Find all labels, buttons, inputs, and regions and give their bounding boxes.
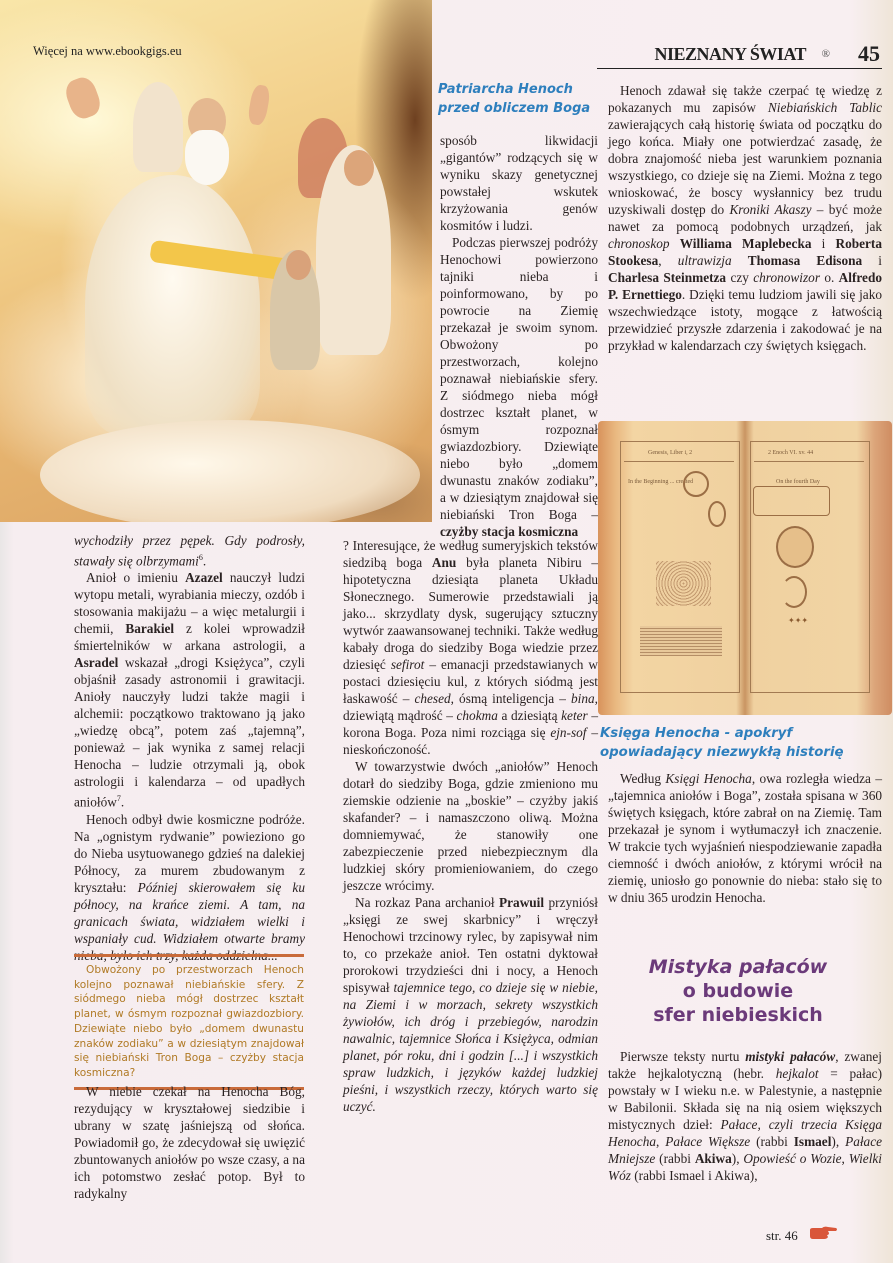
moon-illustration-icon (708, 501, 726, 527)
registered-logo-icon: ® (821, 48, 830, 60)
right-column-middle (608, 770, 882, 906)
left-column-bottom (74, 1083, 305, 1202)
page-header (597, 40, 882, 69)
paragraph: ? Interesujące, że według sumeryjskich tekstów siedzibą boga Anu była planeta Nibiru – hipotetyczna dziesiąta planeta Układu Słonecznego. Sumerowie przedstawiali ją jako... skrzydlaty dysk, sugerujący sztuczny wytwór zaawansowanej techniki. Także według kabały droga do siedziby Boga wiedzie przez dziesięć sefirot – emanacji przedstawianych w postaci dziesięciu kul, z których siódmą jest łaskawość – chesed, ósmą inteligencja – bina, dziewiątą mądrość – chokma a dziesiątą keter – korona Boga. Poza nimi rozciąga się ejn-sof – nieskończoność. (343, 538, 598, 757)
magazine-title: NIEZNANY ŚWIAT (654, 44, 806, 64)
crescent-moon-illustration-icon (781, 576, 807, 608)
page-number: 45 (858, 41, 880, 66)
hero-caption (438, 80, 598, 118)
hero-caption-line2: przed obliczem Boga (438, 101, 591, 116)
book-caption: Księga Henocha - apokryf opowiadający niezwykłą historię (600, 726, 844, 760)
paragraph: Pierwsze teksty nurtu mistyki pałaców, zwanej także hejkalotyczną (hebr. hejkalot = pałac) powstały w I wieku n.e. w Palestynie, a następnie w Babilonii. Składa się na nią osiem większych mistycznych dzieł: Pałace, czyli trzecia Księga Henocha, Pałace Większe (rabbi Ismael), Pałace Mniejsze (rabbi Akiwa), Opowieść o Wozie, Wielki Wóz (rabbi Ismael i Akiwa), (608, 1049, 882, 1183)
hebrew-seal-icon (683, 471, 709, 497)
paragraph: Podczas pierwszej podróży Henochowi powierzono tajniki nieba i poinformowano, by po powrocie na Ziemię przekazał je swoim synom. Obwożony po przestworzach, kolejno poznawał niebiańskie sfery. Z siódmego nieba mógł dostrzec kształt planet, w ósmym rozpoznał gwiazdozbiory. Dziewiąte niebo było „domem dwunastu znaków zodiaku”, a w dziesiątym znajdował się niebiański Tron Boga – czyżby stacja kosmiczna (440, 235, 598, 539)
watermark-link[interactable]: Więcej na www.ebookgigs.eu (33, 44, 182, 58)
section-heading (608, 955, 868, 1027)
left-column (74, 532, 305, 964)
right-column-top (608, 82, 882, 354)
paragraph: W niebie czekał na Henocha Bóg, rezydujący w kryształowej siedzibie i ubrany w szatę jaśniejszą od słońca. Powiadomił go, że zdecydował się uwięzić zbuntowanych aniołów po wsze czasy, a na ich potomstwo zesłać potop. Był to radykalny (74, 1084, 305, 1201)
stars-illustration-icon: ✦✦✦ (788, 616, 809, 625)
paragraph: Według Księgi Henocha, owa rozległa wiedza – „tajemnica aniołów i Boga”, została spisana w 360 świętych księgach, które zabrał on na Ziemię. Tam przekazał je synom i wytłumaczył ich znaczenie. W trakcie tych wyjaśnień niespodziewanie zapadła ciemność i dwóch aniołów, z którymi wrócił na ziemię, uniosło go ponownie do nieba: stało się to w dniu 365 urodzin Henocha. (608, 771, 882, 905)
paragraph: Na rozkaz Pana archanioł Prawuil przyniósł „księgi ze swej skarbnicy” i wręczył Henochowi trzcinowy rylec, by zapisywał nim to, co przekaże anioł. Ten ostatni dyktował prorokowi trzydzieści dni i nocy, a Henoch spisywał tajemnice tego, co dzieje się w niebie, na Ziemi i w morzach, sekrety wszystkich żywiołów, ich dróg i przebiegów, narodzin nawalnic, tajemnice Słońca i Księżyca, odmian planet, pór roku, dni i godzin [...] i wszystkich spraw ludzkich, i języków każdej ludzkiej pieśni, i wszystkich rzeczy, których warto się uczyć. (343, 895, 599, 1114)
pull-quote-callout: Obwożony po przestworzach Henoch kolejno poznawał niebiańskie sfery. Z siódmego nieba mógł dostrzec kształt planet, w ósmym rozpoznał gwiazdozbiory. Dziewiąte niebo było „domem dwunastu znaków zodiaku” a w dziesiątym znajdował się niebiański Tron Boga – czyżby stacja kosmiczna? (74, 954, 304, 1090)
middle-column-top (440, 132, 598, 540)
paragraph: wychodziły przez pępek. Gdy podrosły, stawały się olbrzymami$^6$. (74, 533, 305, 569)
paragraph: Henoch zdawał się także czerpać tę wiedzę z pokazanych mu zapisów Niebiańskich Tablic zawierających całą historię świata od początku do jego końca. Miały one potwierdzać zasadę, że dobra znajomość nieba jest warunkiem poznania wszystkiego, co dzieje się na Ziemi. Można z tego wnioskować, że boscy wysłannicy bez trudu uzyskiwali dostęp do Kroniki Akaszy – być może nawet za pomocą podobnych urządzeń, jak chronoskop Williama Maplebecka i Roberta Stookesa, ultrawizja Thomasa Edisona i Charlesa Steinmetza czy chronowizor o. Alfredo P. Ernettiego. Dzięki temu ludziom jawili się jako wszechwiedzące istoty, mogące z łatwością przewidzieć przyszłe zdarzenia i zakodować je na przykład w kalendarzach czy świętych księgach. (608, 83, 883, 353)
section-heading-line2: o budowie (682, 980, 794, 1002)
hero-caption-line1: Patriarcha Henoch (438, 82, 573, 97)
section-heading-line3: sfer niebieskich (653, 1004, 823, 1026)
waters-illustration (640, 626, 722, 656)
dove-rays-illustration (656, 561, 711, 606)
book-of-enoch-photo: Genesis, Liber i, 2 2 Enoch VI. xv. 44 In the Beginning ... created On the fourth Day ✦✦✦ (598, 421, 892, 715)
pointing-hand-icon (808, 1226, 838, 1240)
paragraph: Henoch odbył dwie kosmiczne podróże. Na „ognistym rydwanie” powieziono go do Nieba usytuowanego gdzieś na dalekiej Północy, za murem zbudowanym z kryształu: Później skierowałem się ku północy, na krańce ziemi. A tam, na granicach świata, widziałem wielki i wspaniały cud. Widziałem otwarte bramy nieba, było ich trzy, każda oddzielna... (74, 811, 305, 963)
banner-illustration (753, 486, 830, 516)
sun-face-illustration-icon (776, 526, 814, 568)
right-column-bottom (608, 1048, 882, 1184)
section-heading-line1: Mistyka pałaców (648, 956, 828, 978)
paragraph: W towarzystwie dwóch „aniołów” Henoch dotarł do siedziby Boga, gdzie zmieniono mu ziemskie odzienie na „boskie” – czyżby jakiś skafander? – i namaszczono oliwą. Można domniemywać, że stanowiły one zabezpieczenie przed niebezpiecznym dla ludzkiej skóry promieniowaniem, do czego jeszcze wrócimy. (343, 759, 598, 893)
middle-column-bottom (343, 537, 598, 1115)
paragraph: sposób likwidacji „gigantów” rodzących się w wyniku skazy genetycznej powstałej wskutek krzyżowania genów kosmitów i ludzi. (440, 133, 598, 233)
hero-painting (0, 0, 432, 522)
continued-on-page[interactable]: str. 46 (766, 1228, 798, 1243)
paragraph: Anioł o imieniu Azazel nauczył ludzi wytopu metali, wyrabiania mieczy, ozdób i stosowania makijażu – a więc metalurgii i chemii, Barakiel z kolei wprowadził śmiertelników w arkana astrologii, a Asradel wskazał „drogi Księżyca”, czyli objaśnił zasady astronomii i grawitacji. Anioły nauczyły ludzi także magii i alchemii: początkowo traktowano ją jako „wiedzę obcą”, potem zaś „tajemną”, ponieważ – jak wynika z samej relacji Henocha – ludzie otrzymali ją, obok astrologii i kalendarza – od upadłych aniołów$^7$. (74, 570, 305, 810)
